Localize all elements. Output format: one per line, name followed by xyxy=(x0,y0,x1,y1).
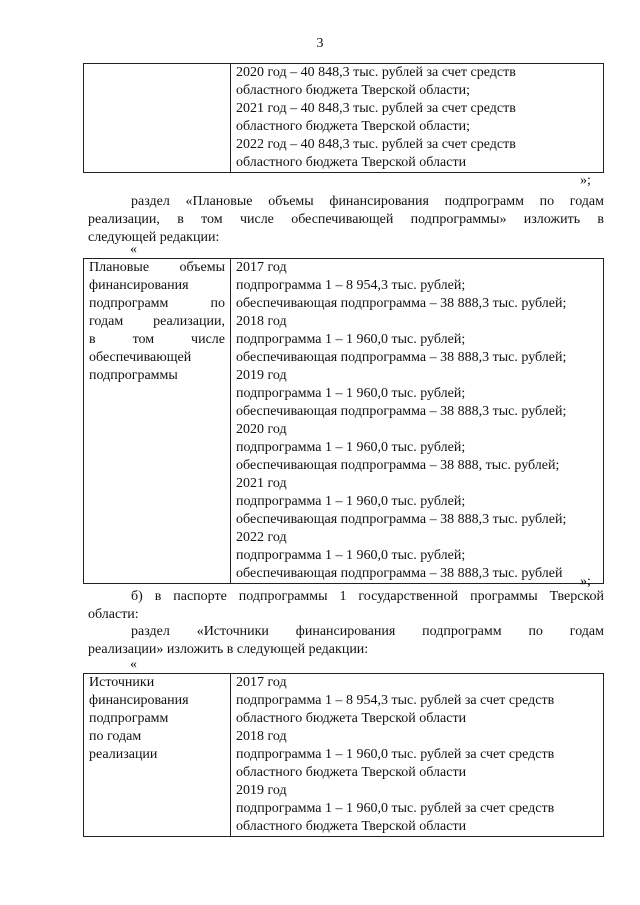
table2-label xyxy=(89,259,225,385)
table3-right-cell xyxy=(231,674,604,837)
table2-line: обеспечивающая подпрограмма – 38 888,3 тыс. рублей; xyxy=(236,404,567,419)
table3-line: 2018 год xyxy=(236,729,287,744)
paragraph-line: реализации, в том числе обеспечивающей подпрограммы» изложить в xyxy=(88,212,604,227)
table3-lines xyxy=(236,674,598,836)
table1-line: 2021 год – 40 848,3 тыс. рублей за счет средств xyxy=(236,101,516,116)
table2-line: 2017 год xyxy=(236,260,287,275)
table2-left-cell xyxy=(84,259,231,584)
table3-line: подпрограмма 1 – 1 960,0 тыс. рублей за счет средств xyxy=(236,747,555,762)
funding-sources-table xyxy=(83,673,604,837)
table1-line: 2020 год – 40 848,3 тыс. рублей за счет средств xyxy=(236,65,516,80)
closing-quote: »; xyxy=(580,574,591,589)
opening-quote: « xyxy=(130,242,137,257)
funding-table-continued xyxy=(83,63,604,173)
table1-left-cell xyxy=(84,64,231,173)
paragraph-subprogram-passport xyxy=(88,588,604,624)
table1-line: областного бюджета Тверской области xyxy=(236,155,467,170)
paragraph-line: реализации» изложить в следующей редакции: xyxy=(88,642,369,657)
opening-quote: « xyxy=(130,657,137,672)
table2-line: обеспечивающая подпрограмма – 38 888,3 тыс. рублей; xyxy=(236,350,567,365)
label-line: обеспечивающей xyxy=(89,350,192,365)
table2-line: подпрограмма 1 – 8 954,3 тыс. рублей; xyxy=(236,278,466,293)
table3-line: областного бюджета Тверской области xyxy=(236,819,467,834)
table1-line: областного бюджета Тверской области; xyxy=(236,119,470,134)
paragraph-line: следующей редакции: xyxy=(88,230,220,245)
table2-lines xyxy=(236,259,598,583)
label-line: подпрограмм xyxy=(89,711,169,726)
table2-line: подпрограмма 1 – 1 960,0 тыс. рублей; xyxy=(236,386,466,401)
table2-right-cell xyxy=(231,259,604,584)
page-number: 3 xyxy=(316,36,324,51)
table2-line: 2019 год xyxy=(236,368,287,383)
table2-line: обеспечивающая подпрограмма – 38 888,3 тыс. рублей; xyxy=(236,512,567,527)
table2-line: обеспечивающая подпрограмма – 38 888,3 тыс. рублей xyxy=(236,566,563,581)
label-line: Источники xyxy=(89,675,155,690)
table2-line: подпрограмма 1 – 1 960,0 тыс. рублей; xyxy=(236,332,466,347)
planned-funding-table xyxy=(83,258,604,584)
paragraph-line: б) в паспорте подпрограммы 1 государственной программы Тверской xyxy=(131,589,604,604)
table3-label xyxy=(89,674,225,764)
table1-lines xyxy=(236,64,598,172)
table3-line: областного бюджета Тверской области xyxy=(236,765,467,780)
table2-line: 2022 год xyxy=(236,530,287,545)
label-line: Плановые объемы xyxy=(89,260,225,275)
paragraph-funding-sources xyxy=(88,623,604,659)
table3-line: 2017 год xyxy=(236,675,287,690)
label-line: подпрограмм по xyxy=(89,296,225,311)
label-line: годам реализации, xyxy=(89,314,225,329)
label-line: подпрограммы xyxy=(89,368,178,383)
table1-line: 2022 год – 40 848,3 тыс. рублей за счет средств xyxy=(236,137,516,152)
paragraph-line: области: xyxy=(88,607,139,622)
label-line: финансирования xyxy=(89,693,189,708)
table1-right-cell xyxy=(231,64,604,173)
table3-line: 2019 год xyxy=(236,783,287,798)
label-line: в том числе xyxy=(89,332,225,347)
table2-line: подпрограмма 1 – 1 960,0 тыс. рублей; xyxy=(236,548,466,563)
table3-line: подпрограмма 1 – 1 960,0 тыс. рублей за счет средств xyxy=(236,801,555,816)
table2-line: подпрограмма 1 – 1 960,0 тыс. рублей; xyxy=(236,494,466,509)
table2-line: подпрограмма 1 – 1 960,0 тыс. рублей; xyxy=(236,440,466,455)
table1-line: областного бюджета Тверской области; xyxy=(236,83,470,98)
table2-line: 2018 год xyxy=(236,314,287,329)
table3-line: подпрограмма 1 – 8 954,3 тыс. рублей за счет средств xyxy=(236,693,555,708)
table2-line: 2021 год xyxy=(236,476,287,491)
paragraph-line: раздел «Плановые объемы финансирования подпрограмм по годам xyxy=(131,194,604,209)
closing-quote: »; xyxy=(580,173,591,188)
table2-line: 2020 год xyxy=(236,422,287,437)
table2-line: обеспечивающая подпрограмма – 38 888,3 тыс. рублей; xyxy=(236,296,567,311)
label-line: реализации xyxy=(89,747,158,762)
label-line: по годам xyxy=(89,729,142,744)
paragraph-planned-volumes xyxy=(88,193,604,247)
label-line: финансирования xyxy=(89,278,189,293)
table3-line: областного бюджета Тверской области xyxy=(236,711,467,726)
table2-line: обеспечивающая подпрограмма – 38 888, тыс. рублей; xyxy=(236,458,560,473)
table3-left-cell xyxy=(84,674,231,837)
paragraph-line: раздел «Источники финансирования подпрограмм по годам xyxy=(131,624,604,639)
